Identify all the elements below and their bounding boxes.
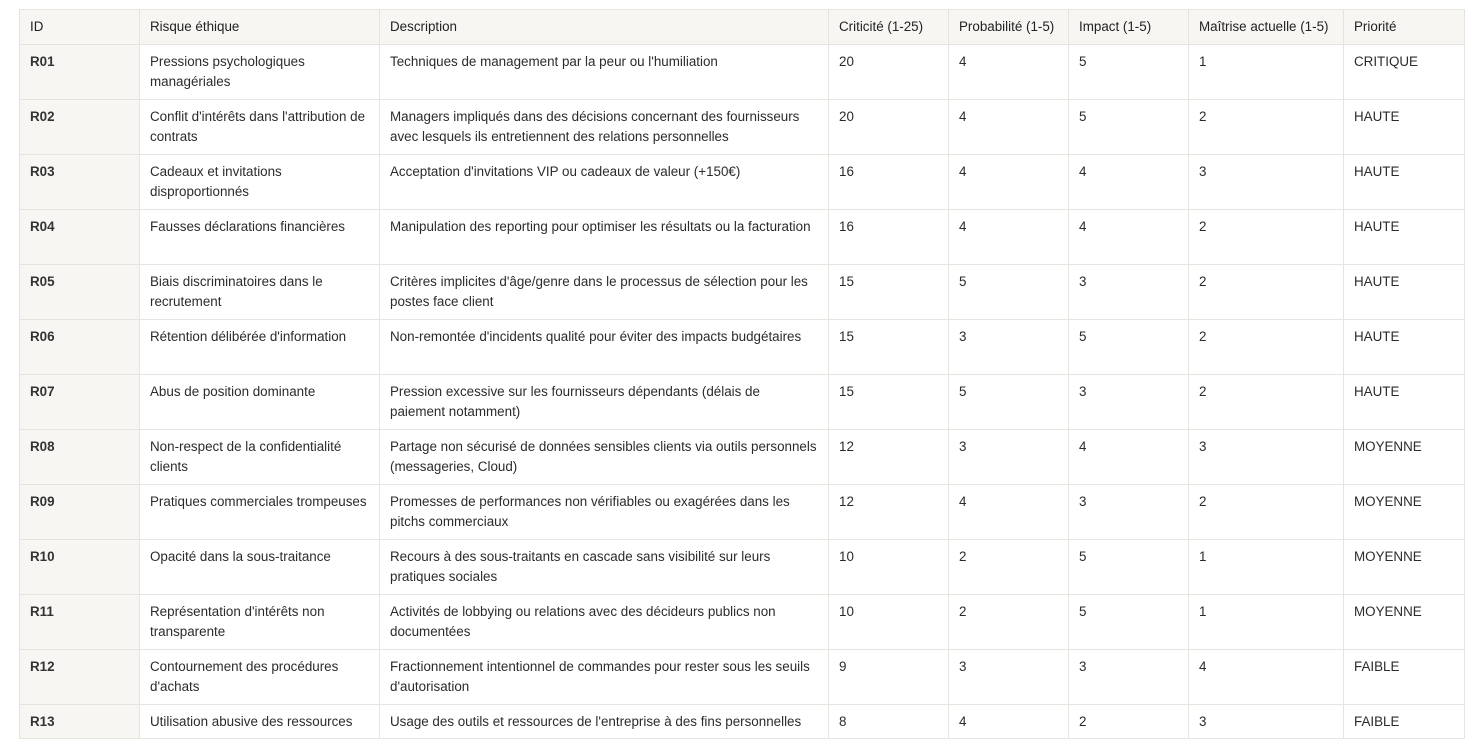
table-row xyxy=(20,320,1465,375)
table-row xyxy=(20,650,1465,705)
cell-impact: 3 xyxy=(1069,375,1189,430)
cell-control: 1 xyxy=(1189,595,1344,650)
cell-impact: 5 xyxy=(1069,540,1189,595)
cell-description: Promesses de performances non vérifiables ou exagérées dans les pitchs commerciaux xyxy=(380,485,829,540)
cell-id: R12 xyxy=(20,650,140,705)
cell-description: Recours à des sous-traitants en cascade sans visibilité sur leurs pratiques sociales xyxy=(380,540,829,595)
table-row xyxy=(20,540,1465,595)
cell-priority: HAUTE xyxy=(1344,155,1465,210)
cell-priority: HAUTE xyxy=(1344,210,1465,265)
table-row xyxy=(20,430,1465,485)
cell-impact: 3 xyxy=(1069,650,1189,705)
cell-probability: 4 xyxy=(949,705,1069,739)
cell-priority: FAIBLE xyxy=(1344,705,1465,739)
column-header-risk: Risque éthique xyxy=(140,10,380,45)
cell-probability: 3 xyxy=(949,320,1069,375)
table-row xyxy=(20,45,1465,100)
cell-control: 1 xyxy=(1189,540,1344,595)
cell-risk: Non-respect de la confidentialité clients xyxy=(140,430,380,485)
cell-criticality: 9 xyxy=(829,650,949,705)
table-row xyxy=(20,100,1465,155)
cell-risk: Cadeaux et invitations disproportionnés xyxy=(140,155,380,210)
cell-risk: Représentation d'intérêts non transparente xyxy=(140,595,380,650)
cell-criticality: 15 xyxy=(829,320,949,375)
table-row xyxy=(20,485,1465,540)
table-row xyxy=(20,705,1465,739)
cell-id: R13 xyxy=(20,705,140,739)
cell-risk: Rétention délibérée d'information xyxy=(140,320,380,375)
cell-probability: 4 xyxy=(949,485,1069,540)
cell-impact: 5 xyxy=(1069,320,1189,375)
cell-criticality: 16 xyxy=(829,210,949,265)
cell-probability: 5 xyxy=(949,375,1069,430)
cell-id: R05 xyxy=(20,265,140,320)
cell-control: 2 xyxy=(1189,265,1344,320)
cell-id: R10 xyxy=(20,540,140,595)
cell-description: Partage non sécurisé de données sensibles clients via outils personnels (messageries, Cloud) xyxy=(380,430,829,485)
column-header-impact: Impact (1-5) xyxy=(1069,10,1189,45)
cell-risk: Biais discriminatoires dans le recrutement xyxy=(140,265,380,320)
cell-impact: 5 xyxy=(1069,45,1189,100)
cell-id: R01 xyxy=(20,45,140,100)
cell-probability: 2 xyxy=(949,540,1069,595)
cell-impact: 5 xyxy=(1069,100,1189,155)
cell-id: R09 xyxy=(20,485,140,540)
cell-priority: HAUTE xyxy=(1344,100,1465,155)
column-header-control: Maîtrise actuelle (1-5) xyxy=(1189,10,1344,45)
cell-control: 2 xyxy=(1189,375,1344,430)
cell-criticality: 10 xyxy=(829,540,949,595)
cell-id: R04 xyxy=(20,210,140,265)
cell-impact: 4 xyxy=(1069,155,1189,210)
cell-control: 1 xyxy=(1189,45,1344,100)
cell-id: R06 xyxy=(20,320,140,375)
cell-priority: HAUTE xyxy=(1344,265,1465,320)
cell-impact: 5 xyxy=(1069,595,1189,650)
column-header-probability: Probabilité (1-5) xyxy=(949,10,1069,45)
cell-risk: Utilisation abusive des ressources xyxy=(140,705,380,739)
cell-impact: 4 xyxy=(1069,430,1189,485)
cell-control: 4 xyxy=(1189,650,1344,705)
cell-criticality: 15 xyxy=(829,375,949,430)
cell-priority: MOYENNE xyxy=(1344,430,1465,485)
cell-probability: 4 xyxy=(949,210,1069,265)
cell-criticality: 8 xyxy=(829,705,949,739)
cell-id: R03 xyxy=(20,155,140,210)
cell-description: Usage des outils et ressources de l'entreprise à des fins personnelles xyxy=(380,705,829,739)
cell-risk: Opacité dans la sous-traitance xyxy=(140,540,380,595)
cell-probability: 4 xyxy=(949,100,1069,155)
table-row xyxy=(20,265,1465,320)
cell-probability: 3 xyxy=(949,650,1069,705)
cell-probability: 4 xyxy=(949,155,1069,210)
cell-description: Managers impliqués dans des décisions concernant des fournisseurs avec lesquels ils entretiennent des relations personnelles xyxy=(380,100,829,155)
cell-description: Critères implicites d'âge/genre dans le processus de sélection pour les postes face client xyxy=(380,265,829,320)
cell-control: 2 xyxy=(1189,100,1344,155)
cell-description: Techniques de management par la peur ou l'humiliation xyxy=(380,45,829,100)
cell-control: 2 xyxy=(1189,210,1344,265)
cell-id: R07 xyxy=(20,375,140,430)
cell-priority: FAIBLE xyxy=(1344,650,1465,705)
cell-id: R02 xyxy=(20,100,140,155)
cell-impact: 3 xyxy=(1069,485,1189,540)
cell-description: Fractionnement intentionnel de commandes pour rester sous les seuils d'autorisation xyxy=(380,650,829,705)
cell-probability: 3 xyxy=(949,430,1069,485)
cell-priority: CRITIQUE xyxy=(1344,45,1465,100)
cell-description: Activités de lobbying ou relations avec des décideurs publics non documentées xyxy=(380,595,829,650)
cell-description: Non-remontée d'incidents qualité pour éviter des impacts budgétaires xyxy=(380,320,829,375)
cell-control: 2 xyxy=(1189,485,1344,540)
table-row xyxy=(20,155,1465,210)
cell-probability: 5 xyxy=(949,265,1069,320)
cell-probability: 4 xyxy=(949,45,1069,100)
cell-priority: HAUTE xyxy=(1344,375,1465,430)
cell-criticality: 20 xyxy=(829,100,949,155)
cell-probability: 2 xyxy=(949,595,1069,650)
column-header-description: Description xyxy=(380,10,829,45)
ethics-risk-table xyxy=(19,9,1465,739)
column-header-priority: Priorité xyxy=(1344,10,1465,45)
cell-criticality: 20 xyxy=(829,45,949,100)
cell-criticality: 16 xyxy=(829,155,949,210)
cell-criticality: 15 xyxy=(829,265,949,320)
cell-risk: Contournement des procédures d'achats xyxy=(140,650,380,705)
cell-risk: Fausses déclarations financières xyxy=(140,210,380,265)
cell-priority: MOYENNE xyxy=(1344,595,1465,650)
cell-id: R11 xyxy=(20,595,140,650)
cell-impact: 3 xyxy=(1069,265,1189,320)
column-header-id: ID xyxy=(20,10,140,45)
cell-control: 2 xyxy=(1189,320,1344,375)
cell-impact: 2 xyxy=(1069,705,1189,739)
cell-risk: Pratiques commerciales trompeuses xyxy=(140,485,380,540)
table-header-row xyxy=(20,10,1465,45)
column-header-criticality: Criticité (1-25) xyxy=(829,10,949,45)
cell-criticality: 10 xyxy=(829,595,949,650)
cell-description: Manipulation des reporting pour optimiser les résultats ou la facturation xyxy=(380,210,829,265)
cell-risk: Conflit d'intérêts dans l'attribution de contrats xyxy=(140,100,380,155)
table-row xyxy=(20,375,1465,430)
cell-risk: Pressions psychologiques managériales xyxy=(140,45,380,100)
cell-criticality: 12 xyxy=(829,485,949,540)
cell-id: R08 xyxy=(20,430,140,485)
cell-impact: 4 xyxy=(1069,210,1189,265)
cell-priority: MOYENNE xyxy=(1344,485,1465,540)
table-row xyxy=(20,210,1465,265)
cell-criticality: 12 xyxy=(829,430,949,485)
cell-risk: Abus de position dominante xyxy=(140,375,380,430)
cell-description: Pression excessive sur les fournisseurs dépendants (délais de paiement notamment) xyxy=(380,375,829,430)
cell-control: 3 xyxy=(1189,155,1344,210)
table-row xyxy=(20,595,1465,650)
cell-priority: HAUTE xyxy=(1344,320,1465,375)
cell-control: 3 xyxy=(1189,430,1344,485)
cell-control: 3 xyxy=(1189,705,1344,739)
cell-description: Acceptation d'invitations VIP ou cadeaux de valeur (+150€) xyxy=(380,155,829,210)
cell-priority: MOYENNE xyxy=(1344,540,1465,595)
